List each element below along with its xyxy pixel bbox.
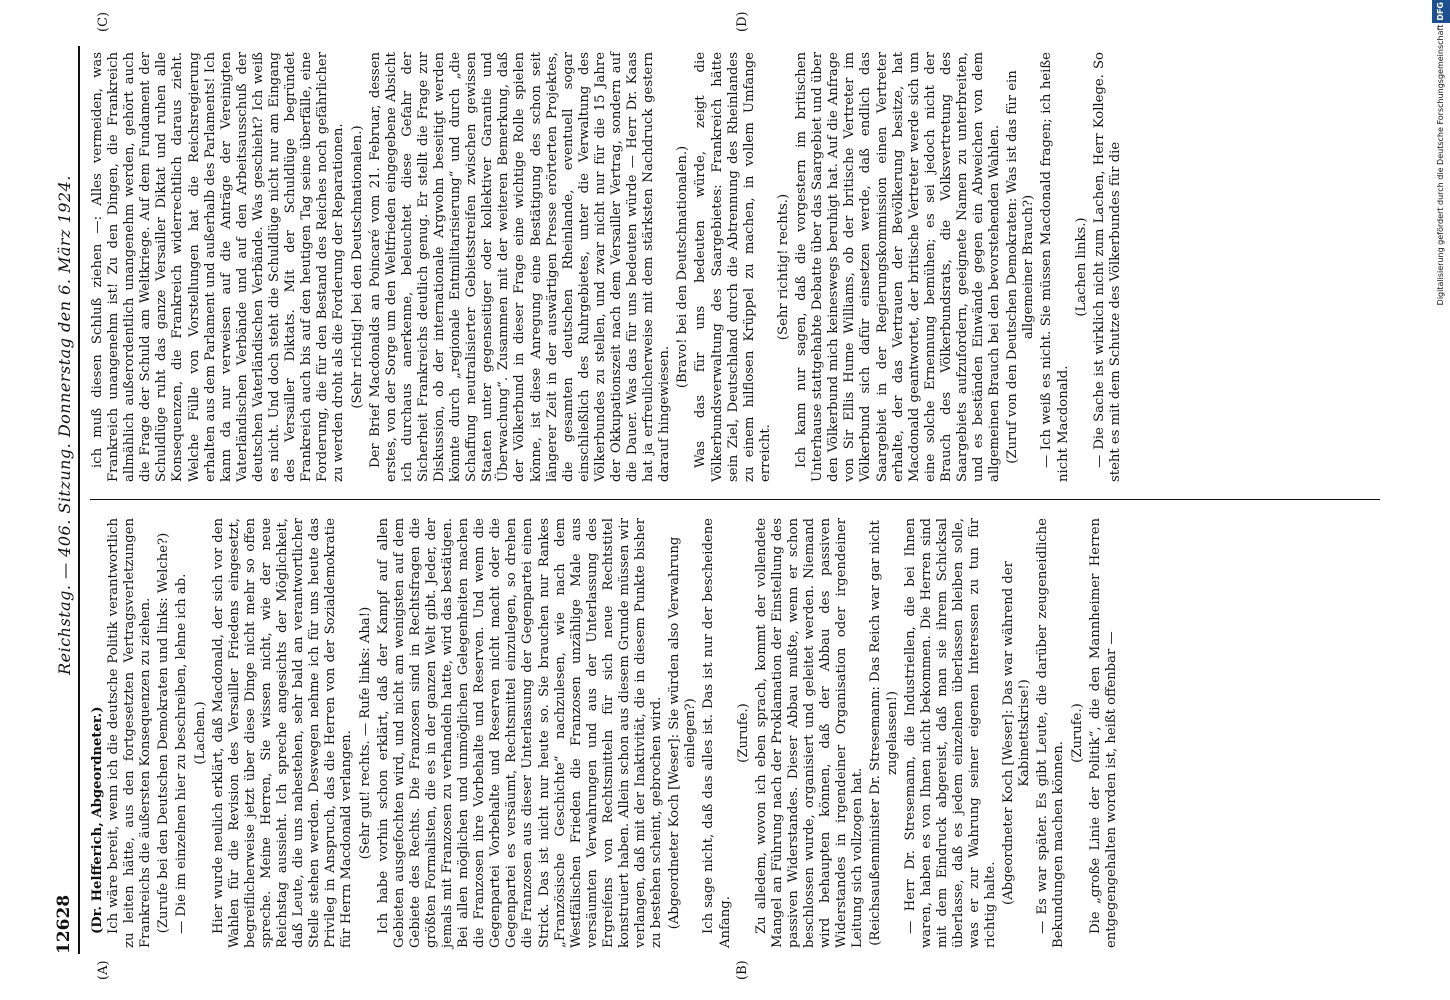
speaker-label: (Dr. Helfferich, Abgeordneter.) (90, 706, 105, 934)
paragraph: Zu alledem, wovon ich eben sprach, kommt der vollendete Mangel an Führung nach der Proklamation der Einstellung des passiven Widerstandes. Dieser Abbau mußte, wenn er schon beschlossen wurde, organisiert und geleitet werden. Niemand wird behaupten können, daß der Abbau des passiven Widerstandes in irgendeiner Organisation oder irgendeiner Leitung sich vollzogen hat. (753, 518, 866, 948)
paragraph: — Die im einzelnen hier zu beschreiben, lehne ich ab. (174, 573, 190, 934)
paragraph: Ich kann nur sagen, daß die vorgestern im britischen Unterhause stattgehabte Debatte über das Saargebiet und über den Völkerbund mich keineswegs beruhigt hat. Auf die Anfrage von Sir Ellis Hume Williams, ob der britische Vertreter im Völkerbund sich dafür einsetzen werde, daß endlich das Saargebiet in der Regierungskommission einen Vertreter erhalte, der das Vertrauen der Bevölkerung besitze, hat Macdonald geantwortet, der britische Vertreter werde sich um eine solche Ernennung bemühen; es sei jedoch nicht der Brauch des Völkerbundsrats, die Volksvertretung des Saargebiets aufzufordern, geeignete Namen zu unterbreiten, und es beständen Einwände gegen ein Abweichen von dem allgemeinen Brauch bei den bevorstehenden Wahlen. (794, 52, 1003, 482)
interjection: (Zurufe.) (735, 703, 751, 763)
margin-letter-c: (C) (96, 11, 111, 32)
page-header (44, 46, 80, 954)
column-divider (90, 499, 1380, 500)
paragraph: — Herr Dr. Stresemann, die Industriellen, die bei Ihnen waren, haben es von Ihnen nicht bekommen. Die Herren sind mit dem Eindruck abgereist, daß man sie ihrem Schicksal überlasse, daß es jedem einzelnen überlassen bleiben solle, was er zur Wahrung seiner eigenen Interessen zu tun für richtig halte. (902, 518, 999, 948)
interjection: (Abgeordneter Koch [Weser]: Das war während der Kabinettskrise!) (1001, 561, 1033, 906)
interjection: (Zurufe.) (1069, 703, 1085, 763)
digitization-note (1412, 0, 1445, 1000)
interjection: (Lachen.) (192, 701, 208, 765)
paragraph: Was das für uns bedeuten würde, zeigt die Völkerbundsverwaltung des Saargebietes: Frankreich hätte sein Ziel, Deutschland durch die Abtrennung des Rheinlandes zu einem hilflosen Krüppel zu machen, in vollem Umfange erreicht. (693, 52, 773, 482)
margin-letter-a: (A) (96, 960, 111, 980)
interjection: (Abgeordneter Koch [Weser]: Sie würden also Verwahrung einlegen?) (667, 536, 699, 930)
interjection: (Lachen links.) (1073, 217, 1089, 317)
running-title: Reichstag. — 406. Sitzung. Donnerstag den 6. März 1924. (55, 175, 74, 675)
margin-letter-d: (D) (735, 11, 750, 32)
interjection: (Bravo! bei den Deutschnationalen.) (675, 145, 691, 389)
paragraph: — Ich weiß es nicht. Sie müssen Macdonald fragen; ich heiße nicht Macdonald. (1039, 52, 1071, 482)
interjection: (Sehr richtig! rechts.) (775, 193, 791, 341)
paragraph: Die „große Linie der Politik“, die den Mannheimer Herren entgegengehalten worden ist, heißt offenbar — (1087, 518, 1119, 948)
page-number: 12628 (54, 894, 74, 954)
margin-letter-b: (B) (735, 960, 750, 980)
interjection: (Zurufe bei den Deutschen Demokraten und links: Welche?) (156, 532, 172, 934)
interjection: (Reichsaußenminister Dr. Stresemann: Das Reich war gar nicht zugelassen!) (868, 520, 900, 946)
interjection: (Sehr gut! rechts. — Rufe links: Aha!) (357, 606, 373, 860)
paragraph: Der Brief Macdonalds an Poincaré vom 21. Februar, dessen erstes, von der Sorge um den Weltfrieden eingegebene Absicht ich durchaus anerkenne, beleuchtet diese Gefahr der Sicherheit Frankreichs deutlich genug. Er stellt die Frage zur Diskussion, ob der internationale Argwohn beseitigt werden könnte durch „regionale Entmilitarisierung“ und durch „die Schaffung neutralisierter Gebietsstreifen zwischen gewissen Staaten unter gegenseitiger oder kollektiver Garantie und Überwachung“. Zusammen mit der weiteren Bemerkung, daß der Völkerbund in dieser Frage eine wichtige Rolle spielen könne, ist diese Anregung eine Bestätigung des schon seit längerer Zeit in der auswärtigen Presse erörterten Projektes, die gesamten deutschen Rheinlande, eventuell sogar einschließlich des Ruhrgebietes, unter die Verwaltung des Völkerbundes zu stellen, und zwar nicht nur für die 15 Jahre der Okkupationszeit nach dem Versailler Vertrag, sondern auf die Dauer. Was das für uns bedeuten würde — Herr Dr. Kaas hat ja erfreulicherweise mit dem stärksten Nachdruck gestern darauf hingewiesen. (367, 52, 673, 482)
dfg-logo: DFG (1432, 0, 1450, 23)
interjection: (Zuruf von den Deutschen Demokraten: Was ist das für ein allgemeiner Brauch?) (1005, 70, 1037, 464)
paragraph: Ich habe vorhin schon erklärt, daß der Kampf auf allen Gebieten ausgefochten wird, und nicht am wenigsten auf dem Gebiete des Rechts. Die Franzosen sind in Rechtsfragen die größten Formalisten, die es in der ganzen Welt gibt. Jeder, der jemals mit Franzosen zu verhandeln hatte, wird das bestätigen. Bei allen möglichen und unmöglichen Gelegenheiten machen die Franzosen ihre Vorbehalte und Reserven. Und wenn die Gegenpartei Vorbehalte und Reserven nicht macht oder die Gegenpartei es versäumt, Rechtsmittel einzulegen, so drehen die Franzosen aus dieser Unterlassung der Gegenpartei einen Strick. Das ist nicht nur heute so. Sie brauchen nur Rankes „Französische Geschichte“ nachzulesen, wie nach dem Westfälischen Frieden die Franzosen unzählige Male aus versäumten Verwahrungen und aus der Unterlassung des Ergreifens von Rechtsmitteln für sich neue Rechtstitel konstruiert haben. Allein schon aus diesem Grunde müssen wir verlangen, daß mit der Inaktivität, die in diesem Punkte bisher zu bestehen scheint, gebrochen wird. (375, 518, 665, 948)
paragraph: Ich wäre bereit, wenn ich die deutsche Politik verantwortlich zu leiten hätte, aus den fortgesetzten Vertragsverletzungen Frankreichs die äußersten Konsequenzen zu ziehen. (106, 518, 154, 948)
paragraph: Hier wurde neulich erklärt, daß Macdonald, der sich vor den Wahlen für die Revision des Versailler Friedens eingesetzt, begreiflicherweise jetzt über diese Dinge nicht mehr so offen spreche. Meine Herren, Sie wissen nicht, wie der neue Reichstag aussieht. Ich spreche angesichts der Möglichkeit, daß Leute, die uns nahestehen, sehr bald an verantwortlicher Stelle stehen werden. Deswegen nehme ich für uns heute das Privileg in Anspruch, das die Herren von der Sozialdemokratie für Herrn Macdonald verlangen. (210, 518, 355, 948)
interjection: (Sehr richtig! bei den Deutschnationalen.) (349, 125, 365, 409)
paragraph: ich muß diesen Schluß ziehen —: Alles vermeiden, was Frankreich unangenehm ist! Zu den Dingen, die Frankreich allmählich außerordentlich unangenehm werden, gehört auch die Frage der Schuld am Weltkriege. Auf dem Fundament der Schuldlüge ruht das ganze Versailler Diktat und ruhen alle Konsequenzen, die Frankreich widerrechtlich daraus zieht. Welche Fülle von Vorstellungen hat die Reichsregierung erhalten aus dem Parlament und außerhalb des Parlaments! Ich kann da nur verweisen auf die Anträge der Vereinigten Vaterländischen Verbände und auf den Arbeitsausschuß der deutschen Vaterländischen Verbände. Was geschieht? Ich weiß es nicht. Und doch steht die Schuldlüge nicht nur am Eingang des Versailler Diktats. Mit der Schuldlüge begründet Frankreich auch bis auf den heutigen Tag seine überfälle, eine Forderung, die für den Bestand des Reiches noch gefährlicher zu werden droht als die Forderung der Reparationen. (90, 52, 347, 482)
paragraph: — Die Sache ist wirklich nicht zum Lachen, Herr Kollege. So steht es mit dem Schutze des Völkerbundes für die (1091, 52, 1123, 482)
paragraph: Ich sage nicht, daß das alles ist. Das ist nur der bescheidene Anfang. (701, 518, 733, 948)
text-column-right (90, 52, 1380, 482)
funding-note-text: Digitalisierung gefördert durch die Deutsche Forschungsgemeinschaft (1436, 24, 1445, 306)
text-column-left (90, 518, 1380, 948)
paragraph: — Es war später. Es gibt Leute, die darüber zeugeneidliche Bekundungen machen können. (1035, 518, 1067, 948)
